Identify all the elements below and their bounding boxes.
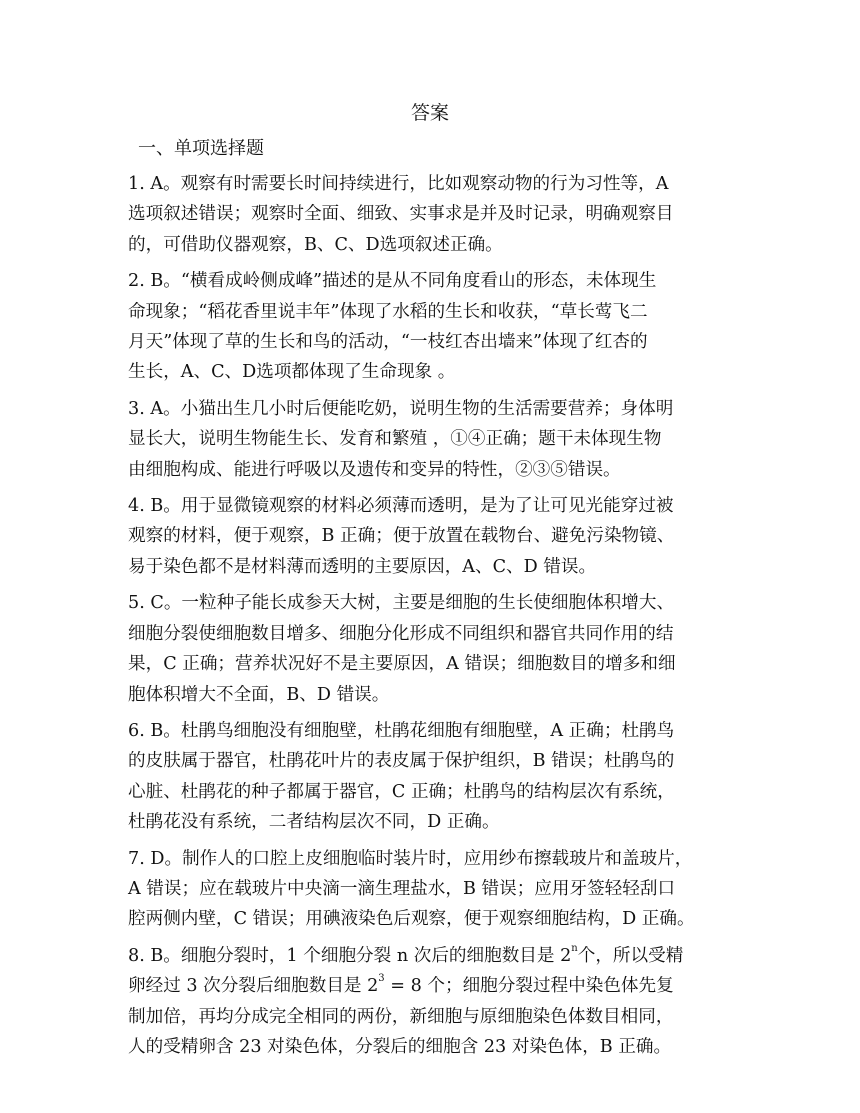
answer-item-2 — [128, 266, 740, 388]
document-title: 答案 — [410, 102, 449, 124]
answer-list — [128, 169, 740, 1068]
answer-text: = 8 个；细胞分裂过程中染色体先复 — [384, 976, 674, 997]
answer-line: 杜鹃花没有系统，二者结构层次不同，D 正确。 — [128, 812, 500, 833]
answer-line: 6. B。杜鹃鸟细胞没有细胞壁，杜鹃花细胞有细胞壁，A 正确；杜鹃鸟 — [128, 720, 675, 741]
answer-line: 命现象；“稻花香里说丰年”体现了水稻的生长和收获，“草长莺飞二 — [128, 301, 648, 322]
answer-item-3 — [128, 394, 740, 485]
answer-line: 易于染色都不是材料薄而透明的主要原因，A、C、D 错误。 — [128, 556, 597, 577]
answer-line: 制加倍，再均分成完全相同的两份，新细胞与原细胞染色体数目相同， — [128, 1006, 674, 1027]
answer-line: 7. D。制作人的口腔上皮细胞临时装片时，应用纱布擦载玻片和盖玻片， — [128, 848, 693, 869]
answer-line — [128, 971, 740, 1001]
superscript-exponent: n — [571, 942, 578, 954]
answer-line: 胞体积增大不全面，B、D 错误。 — [128, 684, 390, 705]
answer-item-5 — [128, 588, 740, 710]
answer-text: 8. B。细胞分裂时，1 个细胞分裂 n 次后的细胞数目是 2 — [128, 945, 572, 966]
answer-line: 由细胞构成、能进行呼吸以及遗传和变异的特性，②③⑤错误。 — [128, 459, 621, 480]
answer-item-4 — [128, 491, 740, 582]
answer-line: 的皮肤属于器官，杜鹃花叶片的表皮属于保护组织，B 错误；杜鹃鸟的 — [128, 751, 675, 772]
answer-line: 细胞分裂使细胞数目增多、细胞分化形成不同组织和器官共同作用的结 — [128, 623, 674, 644]
answer-line: 1. A。观察有时需要长时间持续进行，比如观察动物的行为习性等，A — [128, 174, 669, 194]
answer-line: 腔两侧内壁，C 错误；用碘液染色后观察，便于观察细胞结构，D 正确。 — [128, 909, 695, 930]
answer-item-8 — [128, 941, 740, 1063]
answer-line: 心脏、杜鹃花的种子都属于器官，C 正确；杜鹃鸟的结构层次有系统， — [128, 781, 675, 802]
answer-line: 果，C 正确；营养状况好不是主要原因，A 错误；细胞数目的增多和细 — [128, 654, 676, 675]
answer-line: 观察的材料，便于观察，B 正确；便于放置在载物台、避免污染物镜、 — [128, 526, 675, 547]
answer-item-1 — [128, 169, 740, 260]
answer-line: A 错误；应在载玻片中央滴一滴生理盐水，B 错误；应用牙签轻轻刮口 — [128, 878, 676, 899]
answer-line: 生长，A、C、D选项都体现了生命现象 。 — [128, 362, 456, 383]
answer-line: 人的受精卵含 23 对染色体，分裂后的细胞含 23 对染色体，B 正确。 — [128, 1036, 672, 1057]
answer-line: 5. C。一粒种子能长成参天大树，主要是细胞的生长使细胞体积增大、 — [128, 593, 675, 614]
answer-item-7 — [128, 844, 740, 935]
answer-line: 的，可借助仪器观察，B、C、D选项叙述正确。 — [128, 234, 503, 255]
answer-line: 2. B。“横看成岭侧成峰”描述的是从不同角度看山的形态，未体现生 — [128, 271, 657, 292]
answer-line: 显长大，说明生物能生长、发育和繁殖 ，①④正确；题干未体现生物 — [128, 429, 662, 450]
answer-line — [128, 941, 740, 971]
answer-line: 3. A。小猫出生几小时后便能吃奶，说明生物的生活需要营养；身体明 — [128, 398, 674, 419]
answer-item-6 — [128, 716, 740, 838]
answer-line: 选项叙述错误；观察时全面、细致、实事求是并及时记录，明确观察目 — [128, 204, 674, 225]
section-heading: 一、单项选择题 — [138, 138, 264, 159]
answer-text: 卵经过 3 次分裂后细胞数目是 2 — [128, 976, 379, 997]
answer-text: 个，所以受精 — [577, 945, 684, 966]
superscript-exponent: 3 — [378, 973, 385, 985]
answer-line: 4. B。用于显微镜观察的材料必须薄而透明，是为了让可见光能穿过被 — [128, 496, 674, 517]
answer-line: 月天”体现了草的生长和鸟的活动，“一枝红杏出墙来”体现了红杏的 — [128, 332, 648, 353]
